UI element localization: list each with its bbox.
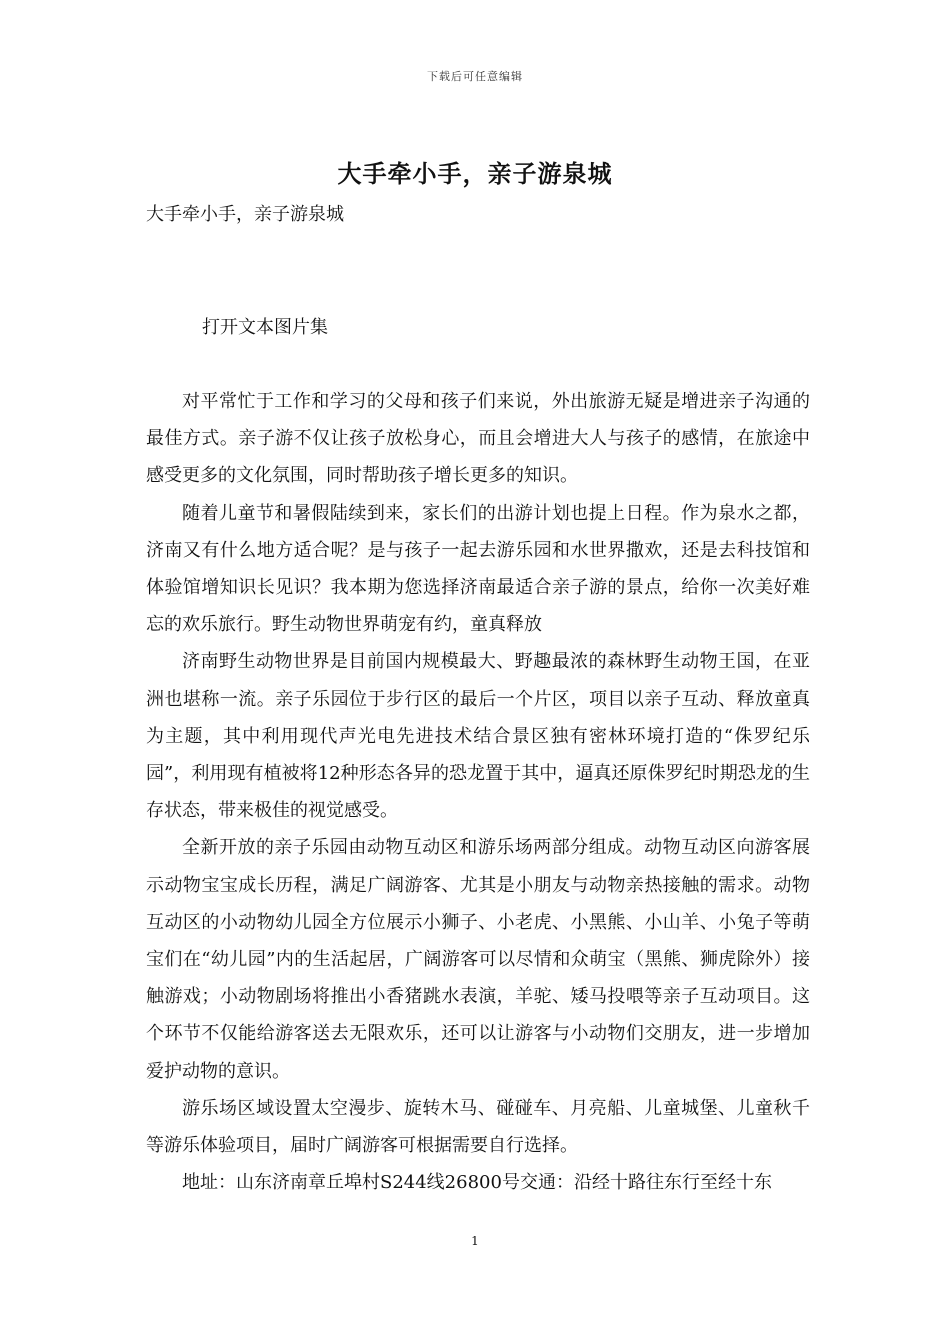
open-image-gallery-link[interactable]: 打开文本图片集	[202, 317, 328, 338]
paragraph-address: 地址：山东济南章丘埠村S244线26800号交通：沿经十路往东行至经十东	[182, 1172, 772, 1194]
paragraph-intro: 对平常忙于工作和学习的父母和孩子们来说，外出旅游无疑是增进亲子沟通的最佳方式。亲子游不仅让孩子放松身心，而且会增进大人与孩子的感情，在旅途中感受更多的文化氛围，同时帮助孩子增长更多的知识。	[146, 391, 810, 487]
page-number: 1	[471, 1234, 479, 1248]
page-header-note: 下载后可任意编辑	[427, 70, 523, 83]
document-title: 大手牵小手，亲子游泉城	[337, 159, 613, 188]
paragraph-summer-plans: 随着儿童节和暑假陆续到来，家长们的出游计划也提上日程。作为泉水之都，济南又有什么地方适合呢？是与孩子一起去游乐园和水世界撒欢，还是去科技馆和体验馆增知识长见识？我本期为您选择济南最适合亲子游的景点，给你一次美好难忘的欢乐旅行。野生动物世界萌宠有约，童真释放	[146, 502, 810, 636]
document-subtitle: 大手牵小手，亲子游泉城	[146, 204, 344, 225]
paragraph-playground: 游乐场区域设置太空漫步、旋转木马、碰碰车、月亮船、儿童城堡、儿童秋千等游乐体验项目，届时广阔游客可根据需要自行选择。	[146, 1097, 810, 1157]
paragraph-kids-park: 全新开放的亲子乐园由动物互动区和游乐场两部分组成。动物互动区向游客展示动物宝宝成长历程，满足广阔游客、尤其是小朋友与动物亲热接触的需求。动物互动区的小动物幼儿园全方位展示小狮子、小老虎、小黑熊、小山羊、小兔子等萌宝们在“幼儿园”内的生活起居，广阔游客可以尽情和众萌宝（黑熊、狮虎除外）接触游戏；小动物剧场将推出小香猪跳水表演，羊驼、矮马投喂等亲子互动项目。这个环节不仅能给游客送去无限欢乐，还可以让游客与小动物们交朋友，进一步增加爱护动物的意识。	[146, 837, 810, 1082]
paragraph-wildlife-world: 济南野生动物世界是目前国内规模最大、野趣最浓的森林野生动物王国，在亚洲也堪称一流。亲子乐园位于步行区的最后一个片区，项目以亲子互动、释放童真为主题，其中利用现代声光电先进技术结合景区独有密林环境打造的“侏罗纪乐园”，利用现有植被将12种形态各异的恐龙置于其中，逼真还原侏罗纪时期恐龙的生存状态，带来极佳的视觉感受。	[146, 651, 810, 822]
article-body	[146, 383, 810, 1201]
